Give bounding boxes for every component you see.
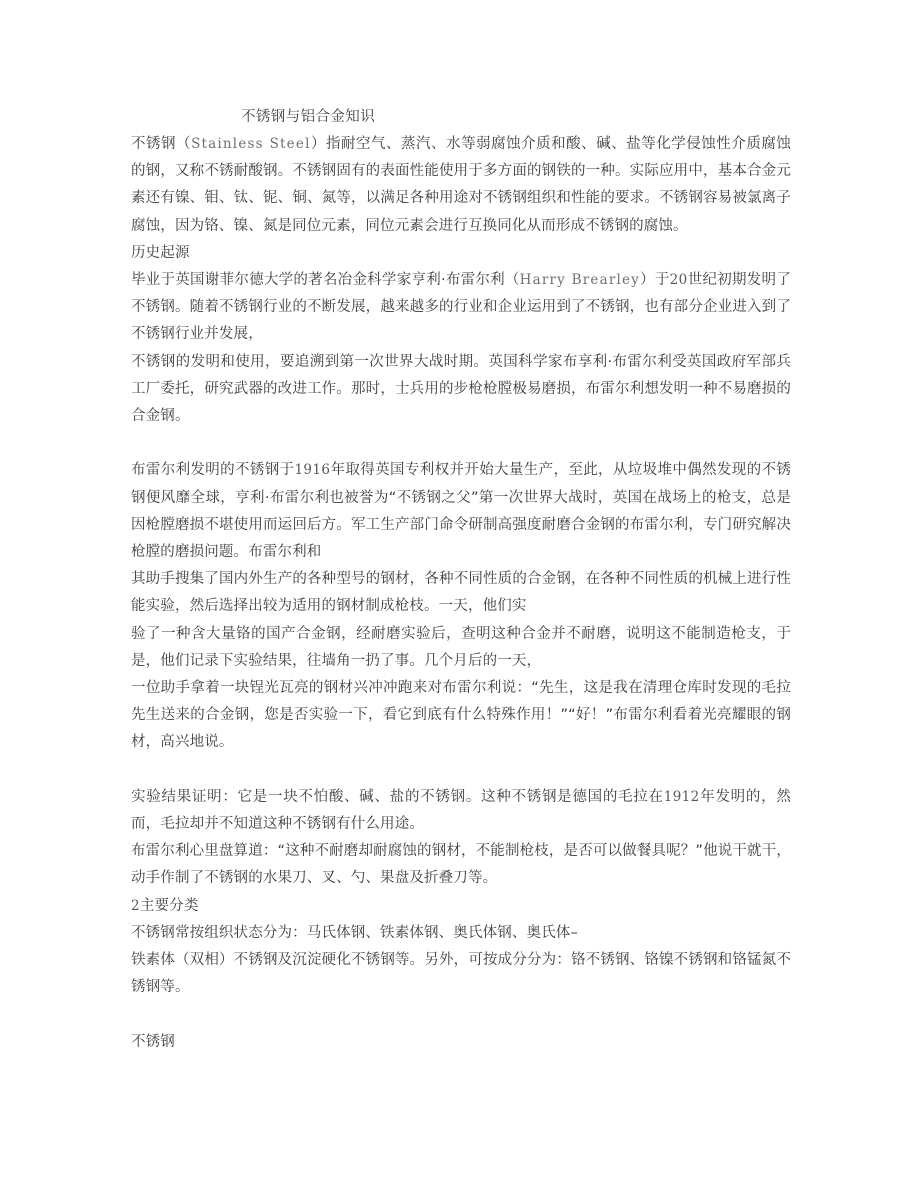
paragraph-assistant-discovery: 一位助手拿着一块锃光瓦亮的钢材兴冲冲跑来对布雷尔利说：“先生，这是我在清理仓库时发现的毛拉先生送来的合金钢，您是否实验一下，看它到底有什么特殊作用！”“好！”布雷尔利看着光亮耀眼的钢材，高兴地说。 (131, 680, 791, 751)
paragraph-cutlery-idea: 布雷尔利心里盘算道：“这种不耐磨却耐腐蚀的钢材，不能制枪枝，是否可以做餐具呢？”他说干就干，动手作制了不锈钢的水果刀、叉、勺、果盘及折叠刀等。 (131, 843, 791, 887)
paragraph-experiment-result-1912: 实验结果证明：它是一块不怕酸、碱、盐的不锈钢。这种不锈钢是德国的毛拉在1912年发明的，然而，毛拉却并不知道这种不锈钢有什么用途。 (131, 788, 791, 833)
paragraph-spacer (131, 430, 791, 457)
paragraph-spacer (131, 1001, 791, 1028)
paragraph-composition-classification: 铁素体（双相）不锈钢及沉淀硬化不锈钢等。另外，可按成分分为：铬不锈钢、铬镍不锈钢和铬锰氮不锈钢等。 (131, 952, 791, 996)
paragraph-chromium-experiment: 验了一种含大量铬的国产合金钢，经耐磨实验后，查明这种合金并不耐磨，说明这不能制造枪支，于是，他们记录下实验结果，往墙角一扔了事。几个月后的一天， (131, 625, 791, 669)
paragraph-structure-classification: 不锈钢常按组织状态分为：马氏体钢、铁素体钢、奥氏体钢、奥氏体– (131, 924, 578, 941)
paragraph-spacer (131, 757, 791, 784)
paragraph-stainless-steel-definition: 不锈钢（Stainless Steel）指耐空气、蒸汽、水等弱腐蚀介质和酸、碱、盐等化学侵蚀性介质腐蚀的钢，又称不锈耐酸钢。不锈钢固有的表面性能使用于多方面的钢铁的一种。实际应用中，基本合金元素还有镍、钼、钛、铌、铜、氮等，以满足各种用途对不锈钢组织和性能的要求。不锈钢容易被氯离子腐蚀，因为铬、镍、氮是同位元素，同位元素会进行互换同化从而形成不锈钢的腐蚀。 (131, 136, 791, 234)
heading-main-classification: 2主要分类 (131, 897, 199, 914)
document-body (131, 104, 791, 1056)
paragraph-patent-1916: 布雷尔利发明的不锈钢于1916年取得英国专利权并开始大量生产，至此，从垃圾堆中偶然发现的不锈钢便风靡全球，亨利·布雷尔利也被誉为“不锈钢之父”第一次世界大战时，英国在战场上的枪支，总是因枪膛磨损不堪使用而运回后方。军工生产部门命令研制高强度耐磨合金钢的布雷尔利，专门研究解决枪膛的磨损问题。布雷尔利和 (131, 462, 791, 561)
paragraph-assistant-collection: 其助手搜集了国内外生产的各种型号的钢材，各种不同性质的合金钢，在各种不同性质的机械上进行性能实验，然后选择出较为适用的钢材制成枪枝。一天，他们实 (131, 571, 791, 615)
paragraph-brearley-invention: 毕业于英国谢菲尔德大学的著名冶金科学家亨利·布雷尔利（Harry Brearley）于20世纪初期发明了不锈钢。随着不锈钢行业的不断发展，越来越多的行业和企业运用到了不锈钢，也有部分企业进入到了不锈钢行业并发展， (131, 272, 791, 343)
paragraph-stainless-steel-footer: 不锈钢 (131, 1033, 175, 1050)
paragraph-wwi-background: 不锈钢的发明和使用，要追溯到第一次世界大战时期。英国科学家布享利·布雷尔利受英国政府军部兵工厂委托，研究武器的改进工作。那时，士兵用的步枪枪膛极易磨损，布雷尔利想发明一种不易磨损的合金钢。 (131, 353, 791, 425)
heading-history-origin: 历史起源 (131, 244, 190, 261)
page-title: 不锈钢与铝合金知识 (241, 109, 376, 125)
